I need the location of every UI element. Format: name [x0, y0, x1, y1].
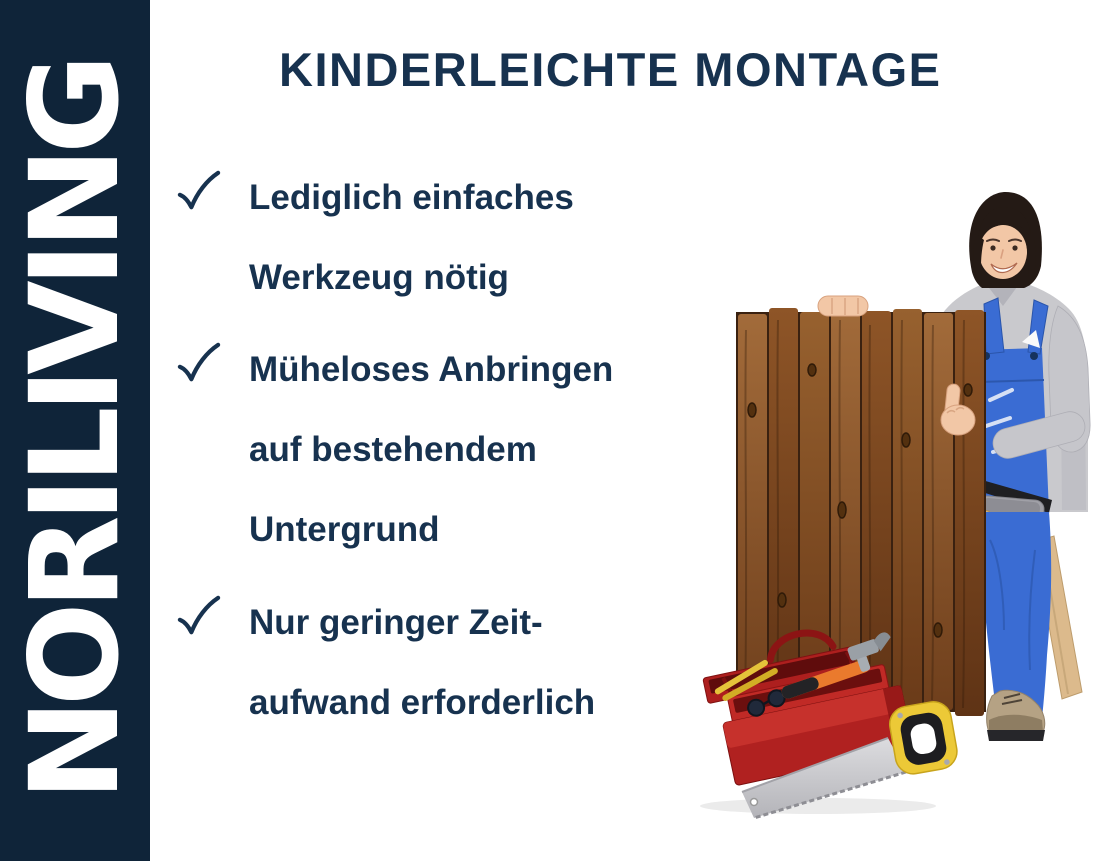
fence-plank [924, 313, 953, 710]
bullet-text [249, 330, 613, 570]
bullet-little-time [176, 583, 595, 743]
bullet-line: Nur geringer Zeit- [249, 603, 543, 642]
bullet-line: Lediglich einfaches [249, 178, 574, 217]
fence-plank [955, 310, 984, 716]
check-icon [176, 595, 222, 637]
hand-on-fence [818, 296, 868, 316]
saw-tip-hole [751, 799, 758, 806]
toolbox-shadow [700, 798, 936, 814]
bullet-line: Werkzeug nötig [249, 258, 509, 297]
bullet-text [249, 583, 595, 743]
bullet-line: aufwand erforderlich [249, 683, 596, 722]
check-icon [176, 342, 222, 384]
fist [941, 405, 975, 435]
shoe-sole [987, 730, 1045, 741]
product-photo [690, 180, 1111, 820]
bullet-simple-tools [176, 158, 574, 318]
bullet-easy-mounting [176, 330, 613, 570]
eye-right [1012, 245, 1017, 250]
overalls-button-right [1030, 352, 1038, 360]
bullet-line: Untergrund [249, 510, 440, 549]
brand-logo-text: NORILIVING [4, 60, 146, 801]
bullet-line: auf bestehendem [249, 430, 537, 469]
bullet-text [249, 158, 574, 318]
check-icon [176, 170, 222, 212]
bullet-line: Müheloses Anbringen [249, 350, 614, 389]
fence-plank [738, 314, 767, 714]
brand-sidebar [0, 0, 150, 861]
fence-plank [893, 309, 922, 715]
eye-left [990, 245, 995, 250]
page-title: KINDERLEICHTE MONTAGE [279, 43, 942, 96]
